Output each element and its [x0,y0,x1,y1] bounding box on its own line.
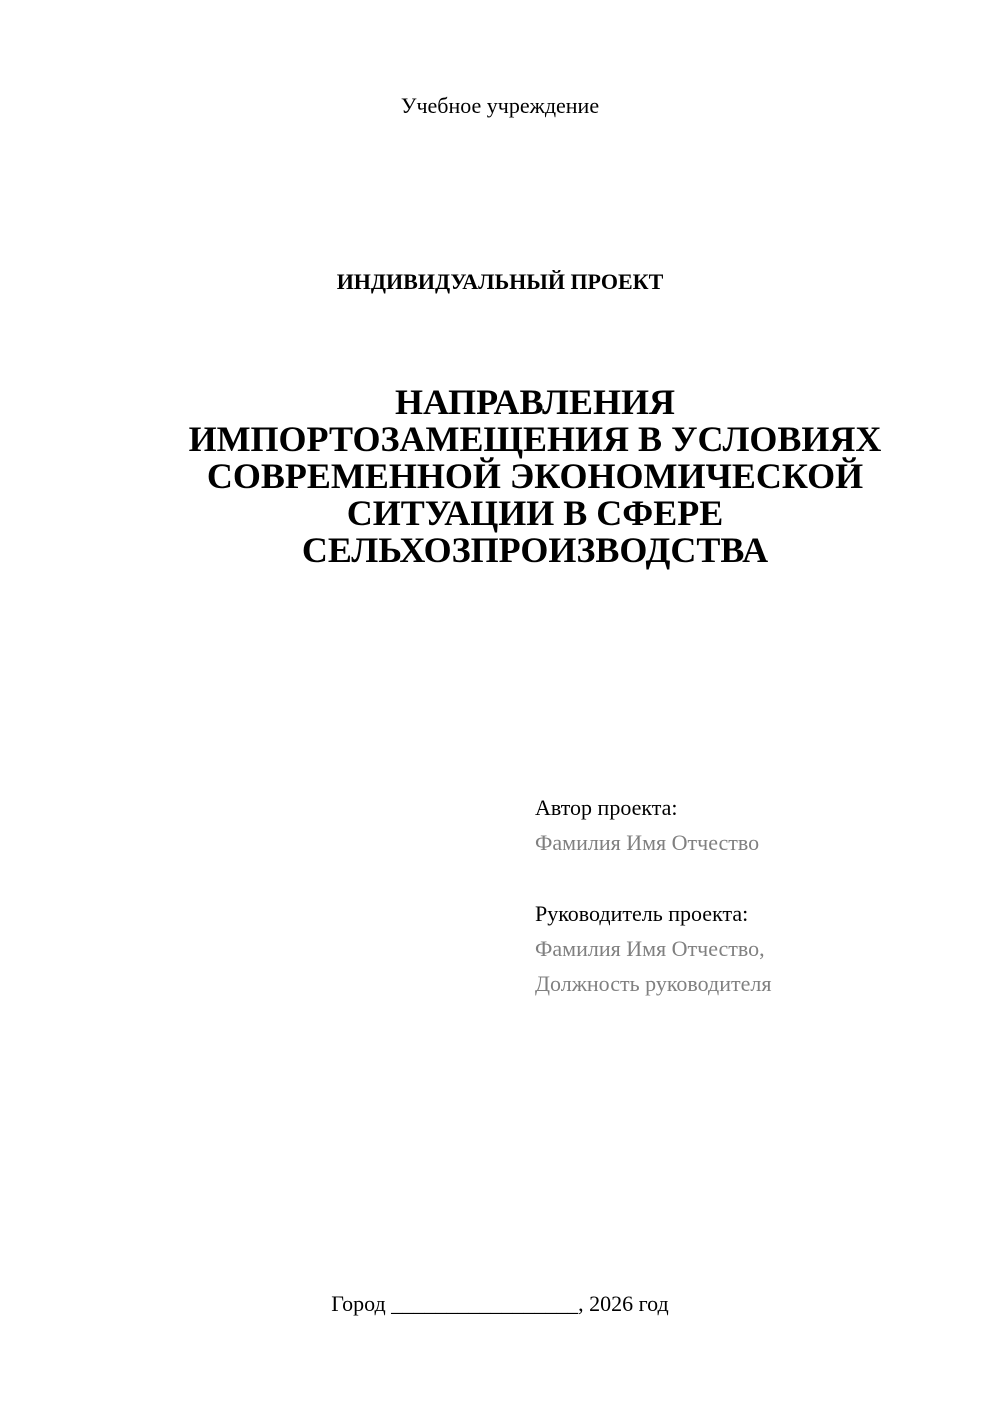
title-line-2: ИМПОРТОЗАМЕЩЕНИЯ В УСЛОВИЯХ [188,419,882,459]
supervisor-name: Фамилия Имя Отчество, [535,936,765,961]
title-line-3: СОВРЕМЕННОЙ ЭКОНОМИЧЕСКОЙ [206,456,864,496]
title-line-4: СИТУАЦИИ В СФЕРЕ [346,493,724,533]
title-line-1: НАПРАВЛЕНИЯ [395,382,675,422]
author-label: Автор проекта: [535,795,678,820]
document-type: ИНДИВИДУАЛЬНЫЙ ПРОЕКТ [336,269,664,294]
supervisor-position: Должность руководителя [535,971,772,996]
author-name: Фамилия Имя Отчество [535,830,760,855]
supervisor-label: Руководитель проекта: [535,901,749,926]
city-year-line: Город _________________, 2026 год [331,1291,669,1316]
credits-spacer [535,860,955,896]
project-credits [535,790,955,1001]
project-title [100,384,970,569]
title-line-5: СЕЛЬХОЗПРОИЗВОДСТВА [301,530,769,570]
institution-name: Учебное учреждение [400,93,600,118]
